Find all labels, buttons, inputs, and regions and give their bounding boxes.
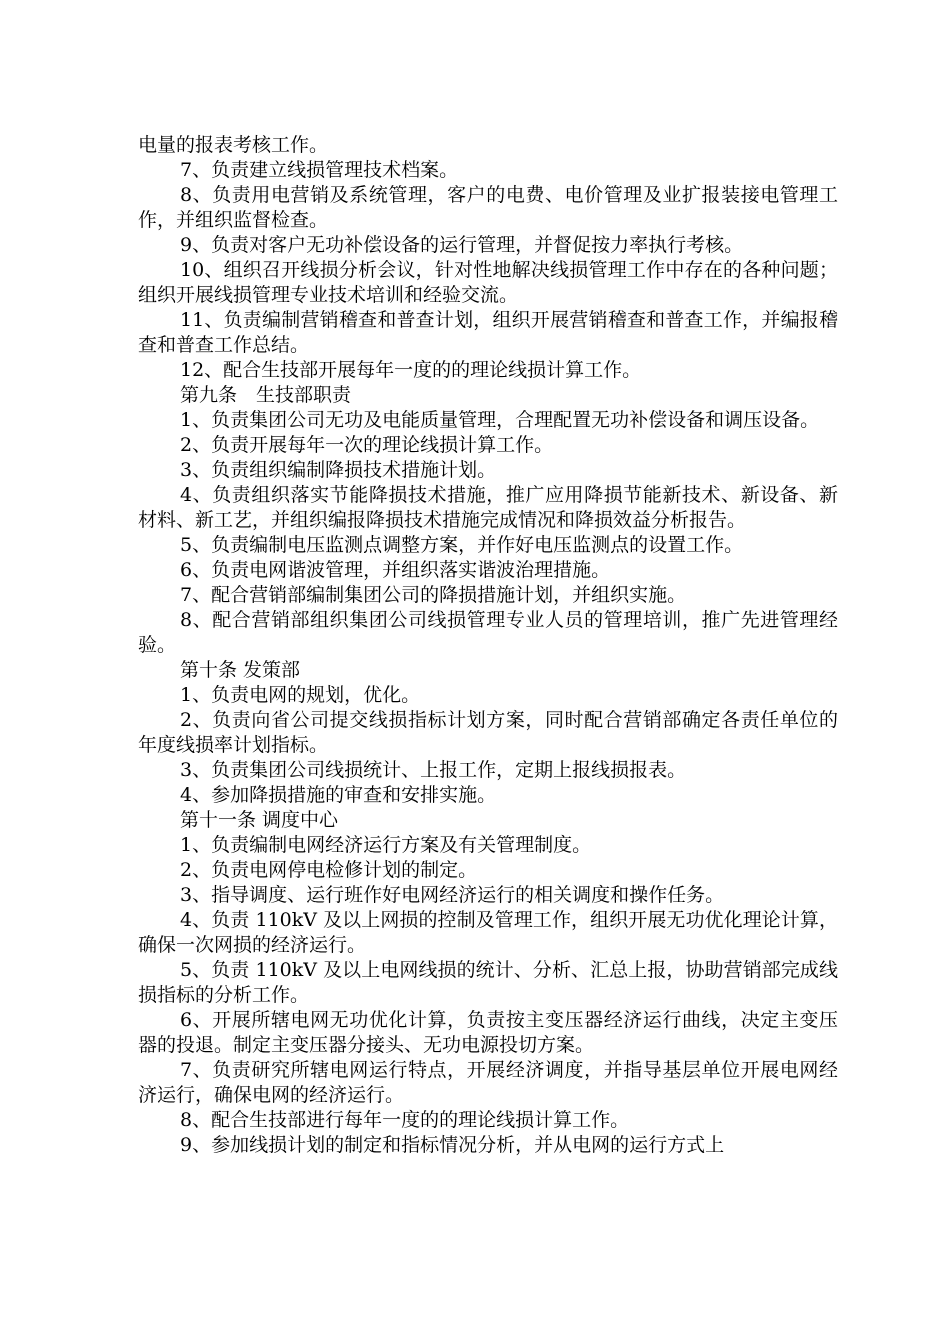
paragraph: 7、配合营销部编制集团公司的降损措施计划，并组织实施。 [180,584,687,606]
paragraph: 9、负责对客户无功补偿设备的运行管理，并督促按力率执行考核。 [180,234,744,256]
paragraph: 电量的报表考核工作。 [138,134,329,156]
paragraph: 2、负责向省公司提交线损指标计划方案，同时配合营销部确定各责任单位的年度线损率计划指标。 [138,709,838,756]
paragraph: 5、负责编制电压监测点调整方案，并作好电压监测点的设置工作。 [180,534,744,556]
paragraph: 4、参加降损措施的审查和安排实施。 [180,784,497,806]
paragraph: 5、负责 110kV 及以上电网线损的统计、分析、汇总上报，协助营销部完成线损指标的分析工作。 [138,959,838,1006]
paragraph: 7、负责研究所辖电网运行特点，开展经济调度，并指导基层单位开展电网经济运行，确保电网的经济运行。 [138,1059,838,1106]
paragraph: 1、负责电网的规划，优化。 [180,684,421,706]
document-body [138,133,838,1158]
paragraph: 6、开展所辖电网无功优化计算，负责按主变压器经济运行曲线，决定主变压器的投退。制定主变压器分接头、无功电源投切方案。 [138,1009,838,1056]
paragraph: 2、负责电网停电检修计划的制定。 [180,859,478,881]
section-heading: 第九条 生技部职责 [180,384,352,406]
paragraph: 6、负责电网谐波管理，并组织落实谐波治理措施。 [180,559,611,581]
paragraph: 4、负责 110kV 及以上网损的控制及管理工作，组织开展无功优化理论计算，确保一次网损的经济运行。 [138,909,838,956]
paragraph: 2、负责开展每年一次的理论线损计算工作。 [180,434,554,456]
paragraph: 1、负责集团公司无功及电能质量管理，合理配置无功补偿设备和调压设备。 [180,409,820,431]
paragraph: 10、组织召开线损分析会议，针对性地解决线损管理工作中存在的各种问题；组织开展线损管理专业技术培训和经验交流。 [138,259,838,306]
section-heading: 第十一条 调度中心 [180,809,339,831]
section-heading: 第十条 发策部 [180,659,301,681]
paragraph: 8、负责用电营销及系统管理，客户的电费、电价管理及业扩报装接电管理工作，并组织监督检查。 [138,184,838,231]
paragraph: 3、负责组织编制降损技术措施计划。 [180,459,497,481]
paragraph: 7、负责建立线损管理技术档案。 [180,159,459,181]
paragraph: 1、负责编制电网经济运行方案及有关管理制度。 [180,834,592,856]
paragraph: 8、配合营销部组织集团公司线损管理专业人员的管理培训，推广先进管理经验。 [138,609,838,656]
paragraph: 8、配合生技部进行每年一度的的理论线损计算工作。 [180,1109,630,1131]
paragraph: 4、负责组织落实节能降损技术措施，推广应用降损节能新技术、新设备、新材料、新工艺，并组织编报降损技术措施完成情况和降损效益分析报告。 [138,484,838,531]
paragraph: 3、指导调度、运行班作好电网经济运行的相关调度和操作任务。 [180,884,725,906]
paragraph: 3、负责集团公司线损统计、上报工作，定期上报线损报表。 [180,759,687,781]
paragraph: 11、负责编制营销稽查和普查计划，组织开展营销稽查和普查工作，并编报稽查和普查工作总结。 [138,309,838,356]
paragraph: 9、参加线损计划的制定和指标情况分析，并从电网的运行方式上 [180,1134,725,1156]
paragraph: 12、配合生技部开展每年一度的的理论线损计算工作。 [180,359,642,381]
